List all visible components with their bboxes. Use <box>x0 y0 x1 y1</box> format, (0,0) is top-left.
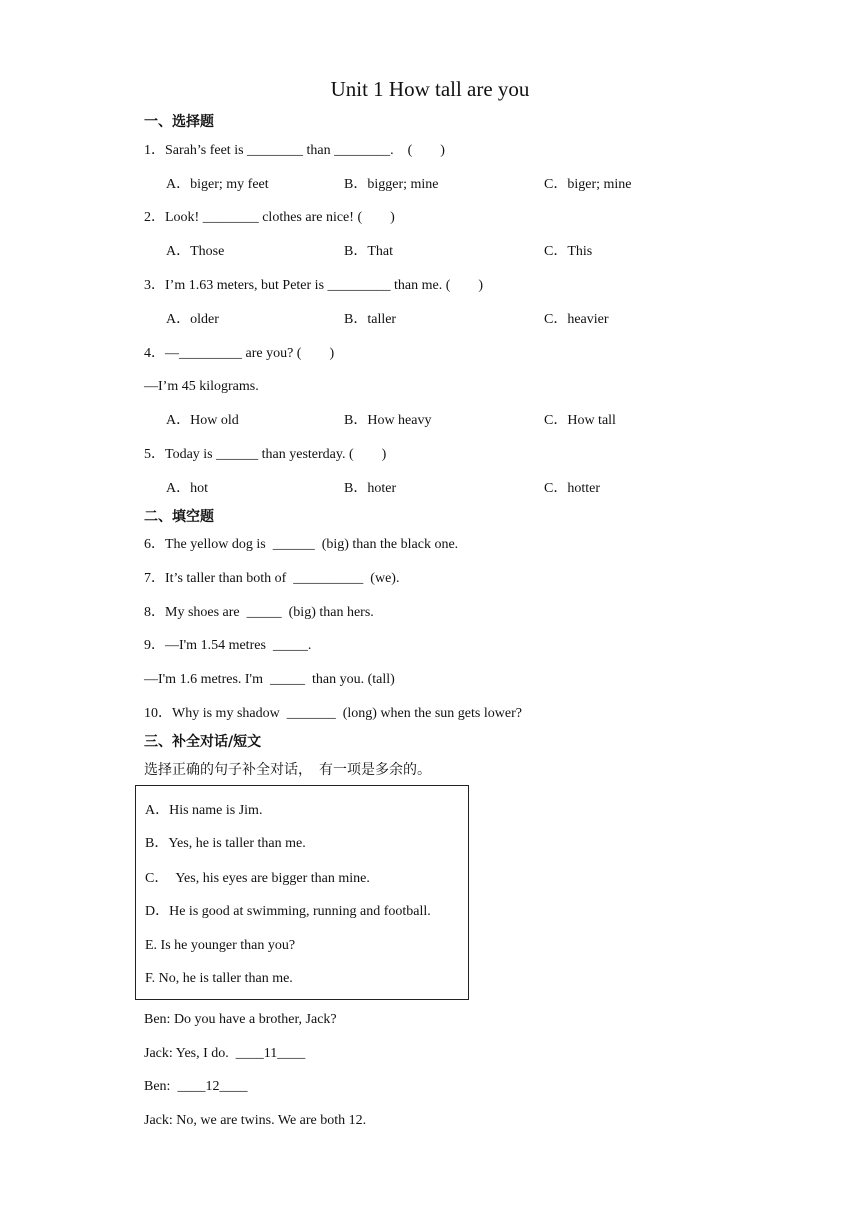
box-option-f: F. No, he is taller than me. <box>145 971 293 986</box>
option-4c: C．How tall <box>544 413 616 428</box>
question-1: 1．Sarah’s feet is ________ than ________. ( ) <box>144 143 445 158</box>
option-1b: B．bigger; mine <box>344 177 439 192</box>
box-option-d: D．He is good at swimming, running and football. <box>145 904 431 919</box>
option-1c: C．biger; mine <box>544 177 632 192</box>
dialogue-line-4: Jack: No, we are twins. We are both 12. <box>144 1113 367 1128</box>
box-option-e: E. Is he younger than you? <box>145 938 296 953</box>
option-2a: A．Those <box>166 244 225 259</box>
dialogue-line-1: Ben: Do you have a brother, Jack? <box>144 1012 337 1027</box>
question-4-answer-line: —I’m 45 kilograms. <box>144 379 259 394</box>
question-5: 5．Today is ______ than yesterday. ( ) <box>144 447 387 462</box>
option-5c: C．hotter <box>544 481 600 496</box>
box-option-c: C． Yes, his eyes are bigger than mine. <box>145 871 370 886</box>
box-option-b: B．Yes, he is taller than me. <box>145 836 306 851</box>
question-7: 7．It’s taller than both of __________ (we). <box>144 571 400 586</box>
question-6: 6．The yellow dog is ______ (big) than the black one. <box>144 537 459 552</box>
option-5a: A．hot <box>166 481 208 496</box>
option-4a: A．How old <box>166 413 239 428</box>
question-3: 3．I’m 1.63 meters, but Peter is _________ than me. ( ) <box>144 278 484 293</box>
box-option-a: A．His name is Jim. <box>145 803 263 818</box>
section-heading-dialogue: 三、补全对话/短文 <box>144 734 262 750</box>
page-title: Unit 1 How tall are you <box>330 77 530 101</box>
section-heading-choice: 一、选择题 <box>144 114 214 130</box>
question-8: 8．My shoes are _____ (big) than hers. <box>144 605 374 620</box>
question-4: 4．—_________ are you? ( ) <box>144 346 335 361</box>
option-2b: B．That <box>344 244 393 259</box>
options-box <box>135 785 469 1000</box>
option-5b: B．hoter <box>344 481 397 496</box>
question-2: 2．Look! ________ clothes are nice! ( ) <box>144 210 395 225</box>
dialogue-line-3: Ben: ____12____ <box>144 1079 248 1094</box>
option-3a: A．older <box>166 312 219 327</box>
option-4b: B．How heavy <box>344 413 432 428</box>
option-2c: C．This <box>544 244 593 259</box>
question-9: 9．—I'm 1.54 metres _____. <box>144 638 312 653</box>
dialogue-instruction: 选择正确的句子补全对话， 有一项是多余的。 <box>144 762 431 778</box>
option-3b: B．taller <box>344 312 397 327</box>
option-3c: C．heavier <box>544 312 609 327</box>
option-1a: A．biger; my feet <box>166 177 269 192</box>
question-10: 10．Why is my shadow _______ (long) when the sun gets lower? <box>144 706 522 721</box>
section-heading-fill-blank: 二、填空题 <box>144 509 214 525</box>
dialogue-line-2: Jack: Yes, I do. ____11____ <box>144 1046 306 1061</box>
question-9-response: —I'm 1.6 metres. I'm _____ than you. (tall) <box>144 672 395 687</box>
